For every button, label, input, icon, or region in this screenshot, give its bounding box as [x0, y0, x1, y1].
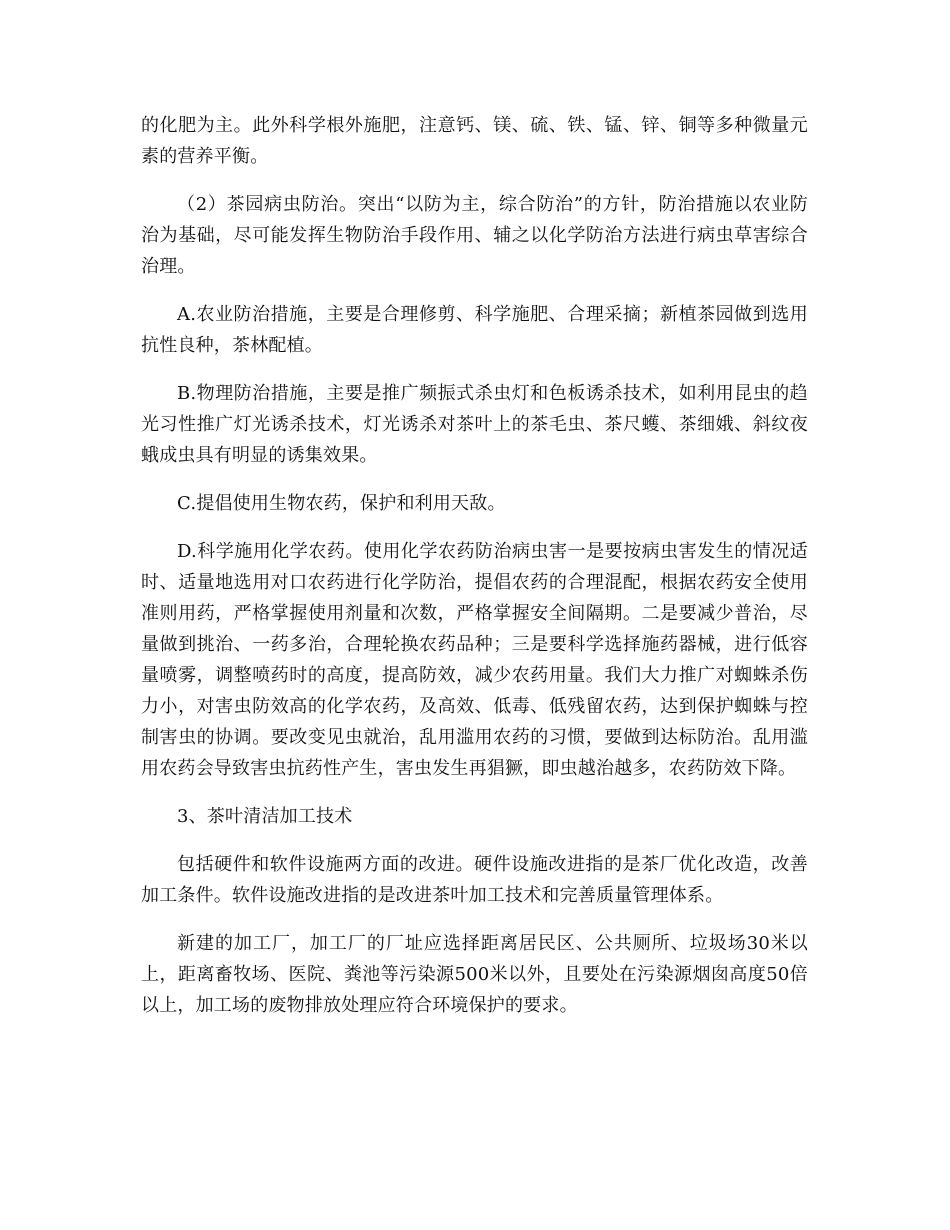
paragraph-pest-control-intro: （2）茶园病虫防治。突出“以防为主，综合防治”的方针，防治措施以农业防治为基础，尽可能发挥生物防治手段作用、辅之以化学防治方法进行病虫草害综合治理。	[141, 194, 808, 277]
paragraph-agricultural-measures: A.农业防治措施，主要是合理修剪、科学施肥、合理采摘；新植茶园做到选用抗性良种，茶林配植。	[141, 304, 808, 356]
paragraph-biological-pesticides: C.提倡使用生物农药，保护和利用天敌。	[177, 493, 506, 514]
paragraph-fertilizer-continuation: 的化肥为主。此外科学根外施肥，注意钙、镁、硫、铁、锰、锌、铜等多种微量元素的营养平衡。	[141, 115, 808, 167]
paragraph-facility-improvement: 包括硬件和软件设施两方面的改进。硬件设施改进指的是茶厂优化改造，改善加工条件。软件设施改进指的是改进茶叶加工技术和完善质量管理体系。	[141, 854, 808, 906]
paragraph-factory-site: 新建的加工厂，加工厂的厂址应选择距离居民区、公共厕所、垃圾场30米以上，距离畜牧场、医院、粪池等污染源500米以外，且要处在污染源烟囱高度50倍以上，加工场的废物排放处理应符合环境保护的要求。	[141, 933, 808, 1016]
paragraph-chemical-pesticides: D.科学施用化学农药。使用化学农药防治病虫害一是要按病虫害发生的情况适时、适量地选用对口农药进行化学防治，提倡农药的合理混配，根据农药安全使用准则用药，严格掌握使用剂量和次数，严格掌握安全间隔期。二是要减少普治，尽量做到挑治、一药多治，合理轮换农药品种；三是要科学选择施药器械，进行低容量喷雾，调整喷药时的高度，提高防效，减少农药用量。我们大力推广对蜘蛛杀伤力小，对害虫防效高的化学农药，及高效、低毒、低残留农药，达到保护蜘蛛与控制害虫的协调。要改变见虫就治，乱用滥用农药的习惯，要做到达标防治。乱用滥用农药会导致害虫抗药性产生，害虫发生再猖獗，即虫越治越多，农药防效下降。	[141, 541, 808, 779]
document-body	[141, 110, 808, 1038]
paragraph-physical-measures: B.物理防治措施，主要是推广频振式杀虫灯和色板诱杀技术，如利用昆虫的趋光习性推广灯光诱杀技术，灯光诱杀对茶叶上的茶毛虫、茶尺蠖、茶细娥、斜纹夜蛾成虫具有明显的诱集效果。	[141, 383, 808, 466]
section-heading-clean-processing: 3、茶叶清洁加工技术	[177, 806, 353, 827]
